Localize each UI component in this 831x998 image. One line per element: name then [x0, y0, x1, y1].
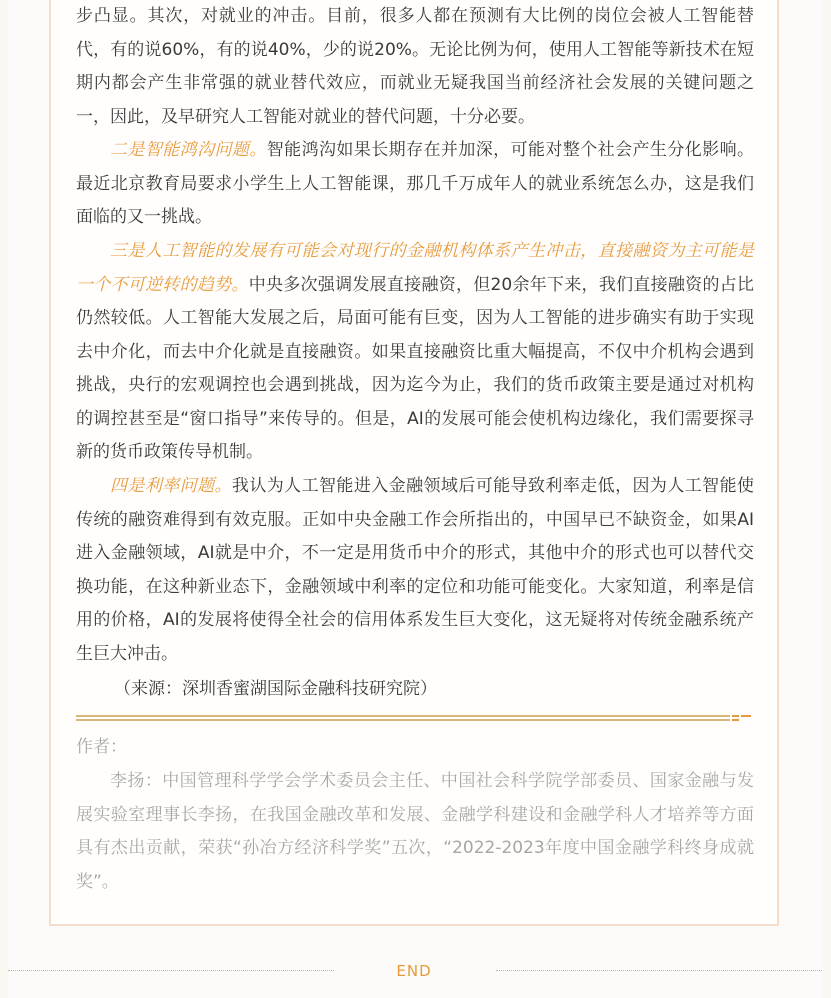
heading-intelligence-gap: 二是智能鸿沟问题。 — [110, 140, 267, 160]
paragraph-intelligence-gap-text: 智能鸿沟如果长期存在并加深，可能对整个社会产生分化影响。最近北京教育局要求小学生上人工智能课，那几千万成年人的就业系统怎么办，这是我们面临的又一挑战。 — [76, 140, 754, 227]
end-marker: END — [396, 962, 432, 980]
divider-ornament-icon — [732, 712, 752, 722]
source-citation: （来源：深圳香蜜湖国际金融科技研究院） — [114, 679, 437, 699]
author-bio: 李扬：中国管理科学学会学术委员会主任、中国社会科学院学部委员、国家金融与发展实验室理事长李扬，在我国金融改革和发展、金融学科建设和金融学科人才培养等方面具有杰出贡献，荣获“孙冶方经济科学奖”五次，“2022-2023年度中国金融学科终身成就奖”。 — [76, 771, 754, 892]
paragraph-employment: 步凸显。其次，对就业的冲击。目前，很多人都在预测有大比例的岗位会被人工智能替代，有的说60%，有的说40%，少的说20%。无论比例为何，使用人工智能等新技术在短期内都会产生非常强的就业替代效应，而就业无疑我国当前经济社会发展的关键问题之一，因此，及早研究人工智能对就业的替代问题，十分必要。 — [76, 6, 754, 127]
paragraph-interest-rate — [76, 470, 754, 671]
heading-financial-institutions: 三是人工智能的发展有可能会对现行的金融机构体系产生冲击，直接融资为主可能是一个不可逆转的趋势。 — [76, 241, 754, 295]
paragraph-interest-rate-text: 我认为人工智能进入金融领域后可能导致利率走低，因为人工智能使传统的融资难得到有效克服。正如中央金融工作会所指出的，中国早已不缺资金，如果AI进入金融领域，AI就是中介，不一定是用货币中介的形式，其他中介的形式也可以替代交换功能，在这种新业态下，金融领域中利率的定位和功能可能变化。大家知道，利率是信用的价格，AI的发展将使得全社会的信用体系发生巨大变化，这无疑将对传统金融系统产生巨大冲击。 — [76, 476, 755, 664]
end-divider-left — [8, 970, 334, 971]
section-divider — [76, 715, 730, 720]
paragraph-intelligence-gap — [76, 134, 754, 235]
heading-interest-rate: 四是利率问题。 — [110, 476, 232, 496]
author-label: 作者： — [76, 737, 127, 757]
end-divider-right — [496, 970, 822, 971]
paragraph-financial-institutions — [76, 235, 754, 470]
paragraph-financial-institutions-text: 中央多次强调发展直接融资，但20余年下来，我们直接融资的占比仍然较低。人工智能大发展之后，局面可能有巨变，因为人工智能的进步确实有助于实现去中介化，而去中介化就是直接融资。如果直接融资比重大幅提高，不仅中介机构会遇到挑战，央行的宏观调控也会遇到挑战，因为迄今为止，我们的货币政策主要是通过对机构的调控甚至是“窗口指导”来传导的。但是，AI的发展可能会使机构边缘化，我们需要探寻新的货币政策传导机制。 — [76, 274, 754, 462]
